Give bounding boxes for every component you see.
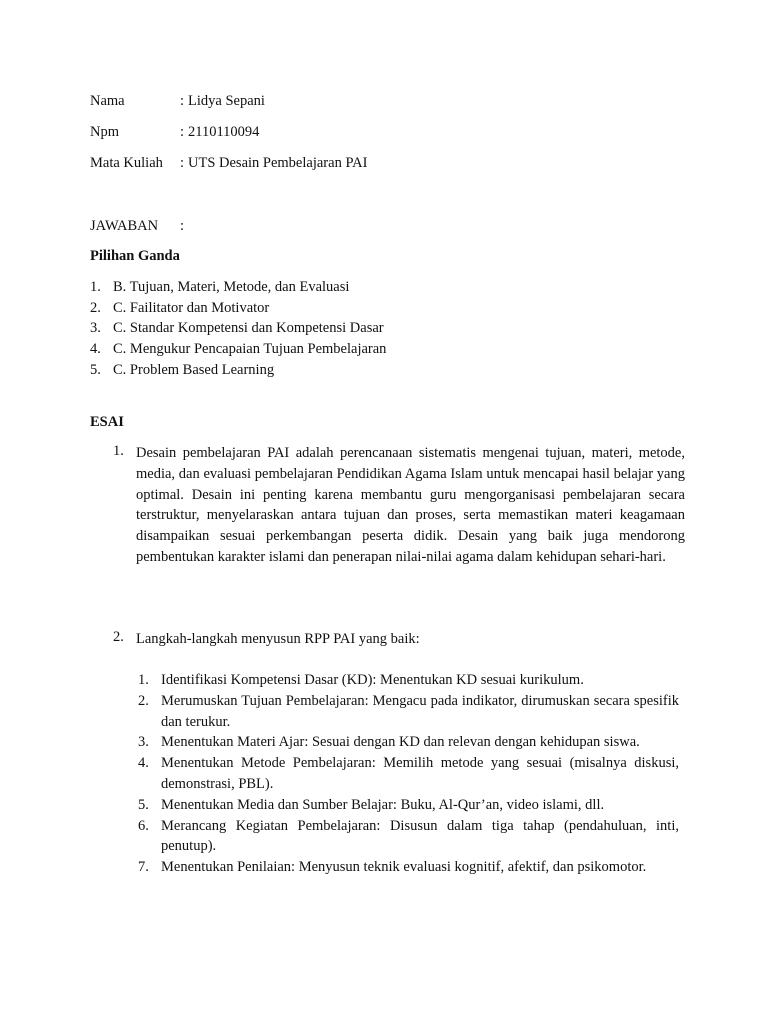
- answers-label: JAWABAN: [90, 218, 159, 234]
- multiple-choice-title: Pilihan Ganda: [90, 248, 180, 264]
- essay-item-2: [113, 629, 685, 650]
- course-row: [90, 153, 367, 173]
- list-item: [138, 691, 679, 733]
- item-text: C. Failitator dan Motivator: [113, 299, 270, 316]
- item-text: Merumuskan Tujuan Pembelajaran: Mengacu pada indikator, dirumuskan secara spesifik dan terukur.: [161, 692, 679, 730]
- item-text: C. Standar Kompetensi dan Kompetensi Dasar: [113, 320, 384, 337]
- essay-title: ESAI: [90, 414, 124, 430]
- item-text: Identifikasi Kompetensi Dasar (KD): Menentukan KD sesuai kurikulum.: [161, 672, 584, 688]
- npm-label: Npm: [90, 124, 119, 140]
- item-number: 2.: [138, 692, 149, 709]
- item-text: Menentukan Penilaian: Menyusun teknik evaluasi kognitif, afektif, dan psikomotor.: [161, 859, 647, 876]
- essay-item-1: [113, 443, 685, 568]
- course-value: UTS Desain Pembelajaran PAI: [188, 155, 368, 171]
- item-number: 1.: [113, 443, 124, 459]
- item-number: 2.: [90, 299, 101, 316]
- item-number: 4.: [90, 341, 101, 358]
- name-value: Lidya Sepani: [188, 93, 265, 109]
- item-text: Merancang Kegiatan Pembelajaran: Disusun dalam tiga tahap (pendahuluan, inti, penutup).: [161, 817, 679, 855]
- item-number: 4.: [138, 755, 149, 772]
- list-item: [138, 753, 679, 795]
- rpp-steps-list: [138, 670, 679, 878]
- essay-answer-2-intro: Langkah-langkah menyusun RPP PAI yang baik:: [136, 631, 420, 647]
- multiple-choice-list: [90, 277, 386, 380]
- item-number: 7.: [138, 859, 149, 876]
- list-item: [138, 670, 679, 691]
- item-number: 3.: [138, 734, 149, 751]
- list-item: [90, 277, 386, 298]
- list-item: [90, 318, 386, 339]
- npm-separator: :: [180, 124, 185, 140]
- item-number: 2.: [113, 629, 124, 645]
- list-item: [138, 732, 679, 753]
- course-label: Mata Kuliah: [90, 155, 163, 171]
- list-item: [90, 339, 386, 360]
- list-item: [138, 816, 679, 858]
- item-number: 1.: [90, 279, 101, 295]
- list-item: [138, 857, 679, 878]
- item-number: 3.: [90, 320, 101, 337]
- name-row: [90, 91, 265, 111]
- item-number: 6.: [138, 817, 149, 834]
- answers-heading: [90, 216, 188, 236]
- list-item: [90, 298, 386, 319]
- name-label: Nama: [90, 93, 125, 109]
- item-number: 1.: [138, 672, 149, 688]
- name-separator: :: [180, 93, 185, 109]
- answers-separator: :: [180, 218, 185, 234]
- item-text: B. Tujuan, Materi, Metode, dan Evaluasi: [113, 279, 350, 295]
- item-text: C. Problem Based Learning: [113, 361, 275, 378]
- item-text: Menentukan Media dan Sumber Belajar: Buku, Al-Qur’an, video islami, dll.: [161, 796, 605, 813]
- npm-value: 2110110094: [188, 124, 260, 140]
- course-separator: :: [180, 155, 185, 171]
- item-text: Menentukan Metode Pembelajaran: Memilih metode yang sesuai (misalnya diskusi, demonstrasi, PBL).: [161, 755, 679, 792]
- item-text: C. Mengukur Pencapaian Tujuan Pembelajaran: [113, 341, 387, 358]
- item-text: Menentukan Materi Ajar: Sesuai dengan KD dan relevan dengan kehidupan siswa.: [161, 734, 640, 751]
- npm-row: [90, 122, 259, 142]
- item-number: 5.: [90, 361, 101, 378]
- item-number: 5.: [138, 796, 149, 813]
- essay-answer-1: Desain pembelajaran PAI adalah perencanaan sistematis mengenai tujuan, materi, metode, media, dan evaluasi pembelajaran Pendidikan Agama Islam untuk mencapai hasil belajar yang optimal. Desain ini penting karena membantu guru mengorganisasi pembelajaran secara terstruktur, menyelaraskan antara tujuan dan proses, serta memastikan materi keagamaan disampaikan sesuai perkembangan peserta didik. Desain yang baik juga mendorong pembentukan karakter islami dan penerapan nilai-nilai agama dalam kehidupan sehari-hari.: [136, 445, 685, 565]
- list-item: [90, 360, 386, 381]
- list-item: [138, 795, 679, 816]
